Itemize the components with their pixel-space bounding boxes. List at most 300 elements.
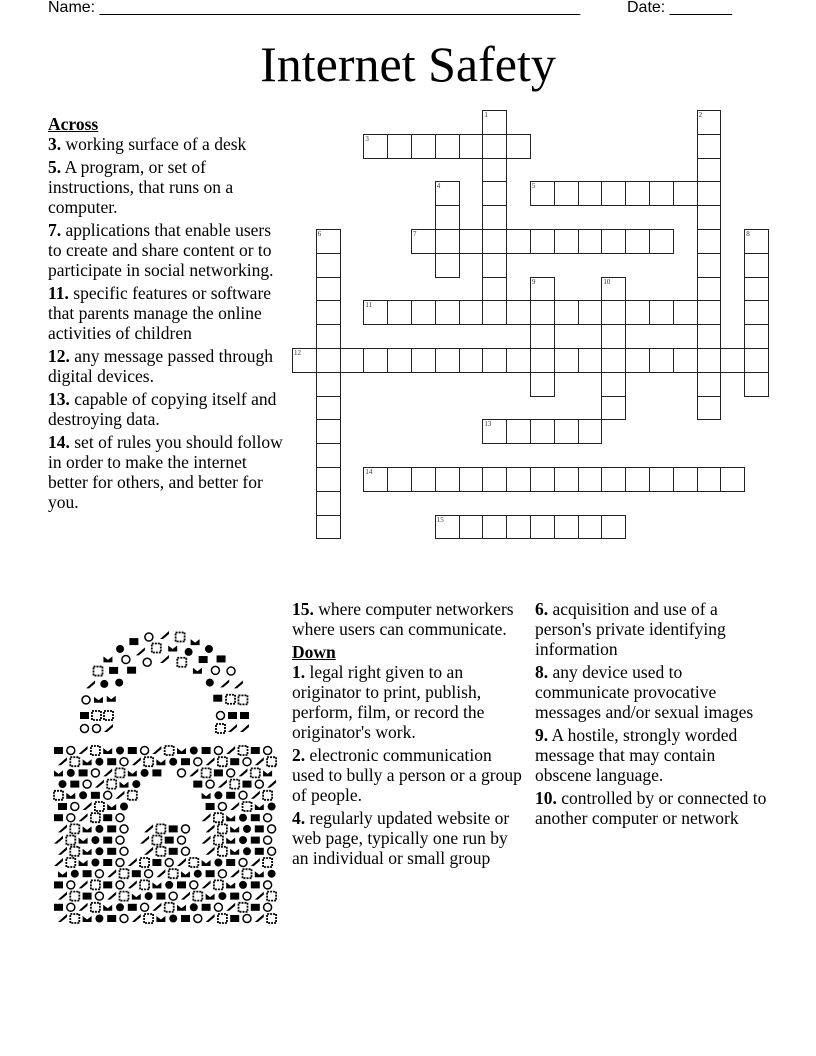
grid-cell[interactable] bbox=[411, 467, 436, 492]
grid-cell[interactable] bbox=[601, 372, 626, 397]
clue-number: 11. bbox=[48, 283, 69, 303]
grid-cell[interactable] bbox=[697, 277, 722, 302]
puzzle-icon bbox=[140, 836, 149, 844]
checkmark-icon bbox=[66, 836, 75, 845]
cell-number: 12 bbox=[294, 349, 301, 357]
clue-down-6 bbox=[535, 599, 771, 659]
grid-cell[interactable] bbox=[601, 396, 626, 421]
cancel-icon bbox=[79, 838, 88, 844]
grid-cell[interactable] bbox=[554, 467, 579, 492]
calendar-icon bbox=[93, 667, 102, 676]
grid-cell[interactable] bbox=[744, 348, 769, 373]
printer-icon bbox=[54, 904, 63, 911]
cell-number: 14 bbox=[365, 468, 373, 476]
grid-cell[interactable] bbox=[744, 324, 769, 349]
router-icon bbox=[218, 892, 226, 900]
cloud-icon bbox=[156, 893, 165, 900]
grid-cell[interactable] bbox=[649, 348, 674, 373]
grid-cell[interactable] bbox=[578, 229, 603, 254]
cancel-icon bbox=[255, 804, 264, 810]
grid-cell[interactable] bbox=[482, 205, 507, 230]
grid-cell[interactable] bbox=[673, 181, 698, 206]
grid-cell[interactable] bbox=[363, 348, 388, 373]
grid-cell[interactable] bbox=[363, 467, 388, 492]
grid-cell[interactable] bbox=[435, 134, 460, 159]
gear-icon bbox=[83, 780, 91, 788]
key-icon bbox=[227, 769, 235, 777]
grid-cell[interactable] bbox=[482, 300, 507, 325]
clue-number: 12. bbox=[48, 346, 70, 366]
grid-cell[interactable] bbox=[697, 134, 722, 159]
grid-cell[interactable] bbox=[554, 229, 579, 254]
grid-cell[interactable] bbox=[601, 324, 626, 349]
grid-cell[interactable] bbox=[554, 419, 579, 444]
printer-icon bbox=[58, 803, 67, 810]
clue-number: 6. bbox=[535, 599, 549, 619]
grid-cell[interactable] bbox=[744, 300, 769, 325]
clipboard-icon bbox=[199, 656, 208, 663]
cancel-icon bbox=[206, 894, 215, 900]
envelope-icon bbox=[54, 770, 63, 776]
page-title: Internet Safety bbox=[260, 36, 556, 92]
monitor-icon bbox=[67, 769, 75, 777]
monitor-icon bbox=[116, 747, 124, 755]
envelope-icon bbox=[103, 748, 112, 754]
cloud-icon bbox=[251, 814, 260, 821]
key-icon bbox=[82, 696, 90, 704]
gear-icon bbox=[218, 803, 226, 811]
bomb-icon bbox=[206, 824, 215, 832]
grid-cell[interactable] bbox=[363, 134, 388, 159]
puzzle-icon bbox=[226, 903, 235, 911]
key-icon bbox=[264, 747, 272, 755]
grid-cell[interactable] bbox=[578, 515, 603, 540]
grid-cell[interactable] bbox=[482, 348, 507, 373]
router-icon bbox=[132, 780, 140, 788]
cancel-icon bbox=[156, 759, 165, 765]
grid-cell[interactable] bbox=[530, 181, 555, 206]
grid-cell[interactable] bbox=[316, 443, 341, 468]
pill-icon bbox=[217, 712, 225, 720]
clue-number: 13. bbox=[48, 389, 70, 409]
cancel-icon bbox=[83, 849, 92, 855]
cloud-icon bbox=[109, 667, 118, 674]
grid-cell[interactable] bbox=[530, 229, 555, 254]
clipboard-icon bbox=[226, 792, 235, 799]
grid-cell[interactable] bbox=[697, 396, 722, 421]
clue-text: legal right given to an originator to print, publish, perform, film, or record the originator's work. bbox=[292, 662, 485, 742]
grid-cell[interactable] bbox=[482, 181, 507, 206]
grid-cell[interactable] bbox=[649, 229, 674, 254]
grid-cell[interactable] bbox=[530, 467, 555, 492]
grid-cell[interactable] bbox=[316, 300, 341, 325]
grid-cell[interactable] bbox=[744, 277, 769, 302]
grid-cell[interactable] bbox=[435, 515, 460, 540]
cell-number: 1 bbox=[484, 111, 488, 119]
cancel-icon bbox=[120, 782, 129, 788]
calendar-icon bbox=[120, 892, 129, 901]
network-icon bbox=[230, 802, 239, 810]
checkmark-icon bbox=[263, 858, 272, 867]
grid-cell[interactable] bbox=[697, 110, 722, 135]
grid-cell[interactable] bbox=[316, 253, 341, 278]
grid-cell[interactable] bbox=[459, 515, 484, 540]
grid-cell[interactable] bbox=[435, 300, 460, 325]
across-heading: Across bbox=[48, 114, 99, 134]
grid-cell[interactable] bbox=[578, 467, 603, 492]
router-icon bbox=[95, 825, 103, 833]
gear-icon bbox=[268, 825, 276, 833]
pill-icon bbox=[243, 892, 251, 900]
key-icon bbox=[71, 803, 79, 811]
router-icon bbox=[169, 758, 177, 766]
router-icon bbox=[169, 915, 177, 923]
cloud-icon bbox=[129, 638, 138, 645]
grid-cell[interactable] bbox=[316, 348, 341, 373]
grid-cell[interactable] bbox=[697, 253, 722, 278]
grid-cell[interactable] bbox=[554, 515, 579, 540]
monitor-icon bbox=[243, 825, 251, 833]
phone-icon bbox=[140, 858, 149, 867]
printer-icon bbox=[80, 712, 89, 719]
key-icon bbox=[178, 836, 186, 844]
grid-cell[interactable] bbox=[697, 348, 722, 373]
grid-cell[interactable] bbox=[601, 348, 626, 373]
phone-icon bbox=[91, 813, 100, 822]
clue-text: any device used to communicate provocative messages and/or sexual images bbox=[535, 662, 754, 722]
printer-icon bbox=[54, 747, 63, 754]
grid-cell[interactable] bbox=[673, 467, 698, 492]
clue-across-3 bbox=[48, 134, 284, 154]
grid-cell[interactable] bbox=[530, 515, 555, 540]
grid-cell[interactable] bbox=[316, 372, 341, 397]
pill-icon bbox=[120, 825, 128, 833]
grid-cell[interactable] bbox=[340, 348, 365, 373]
bomb-icon bbox=[240, 724, 249, 732]
clue-down-1 bbox=[292, 662, 528, 742]
monitor-icon bbox=[239, 814, 247, 822]
grid-cell[interactable] bbox=[506, 134, 531, 159]
grid-cell[interactable] bbox=[387, 300, 412, 325]
gear-icon bbox=[190, 881, 198, 889]
clipboard-icon bbox=[152, 769, 161, 776]
grid-cell[interactable] bbox=[625, 181, 650, 206]
puzzle-icon bbox=[144, 824, 153, 832]
grid-cell[interactable] bbox=[744, 229, 769, 254]
cancel-icon bbox=[177, 905, 186, 911]
clues-column-1 bbox=[48, 114, 284, 515]
network-icon bbox=[116, 791, 125, 799]
bomb-icon bbox=[79, 746, 88, 754]
grid-cell[interactable] bbox=[506, 467, 531, 492]
name-field-label[interactable]: Name: ______________________________________________________ bbox=[48, 0, 581, 16]
clipboard-icon bbox=[193, 781, 202, 788]
grid-cell[interactable] bbox=[459, 134, 484, 159]
cell-number: 7 bbox=[413, 230, 417, 238]
grid-cell[interactable] bbox=[435, 348, 460, 373]
grid-cell[interactable] bbox=[506, 419, 531, 444]
pill-icon bbox=[178, 769, 186, 777]
envelope-icon bbox=[152, 882, 161, 888]
key-icon bbox=[182, 847, 190, 855]
grid-cell[interactable] bbox=[459, 300, 484, 325]
grid-cell[interactable] bbox=[506, 229, 531, 254]
checkmark-icon bbox=[177, 658, 186, 667]
cloud-icon bbox=[128, 904, 137, 911]
grid-cell[interactable] bbox=[601, 515, 626, 540]
key-icon bbox=[165, 859, 173, 867]
clue-down-8 bbox=[535, 662, 771, 722]
grid-cell[interactable] bbox=[578, 419, 603, 444]
grid-cell[interactable] bbox=[316, 515, 341, 540]
grid-cell[interactable] bbox=[720, 348, 745, 373]
grid-cell[interactable] bbox=[316, 229, 341, 254]
grid-cell[interactable] bbox=[697, 205, 722, 230]
grid-cell[interactable] bbox=[482, 229, 507, 254]
grid-cell[interactable] bbox=[482, 515, 507, 540]
grid-cell[interactable] bbox=[411, 229, 436, 254]
clue-number: 8. bbox=[535, 662, 549, 682]
grid-cell[interactable] bbox=[482, 253, 507, 278]
grid-cell[interactable] bbox=[316, 277, 341, 302]
clipboard-icon bbox=[103, 837, 112, 844]
grid-cell[interactable] bbox=[482, 467, 507, 492]
cell-number: 8 bbox=[746, 230, 750, 238]
grid-cell[interactable] bbox=[482, 419, 507, 444]
cell-number: 9 bbox=[532, 277, 536, 286]
network-icon bbox=[58, 847, 67, 855]
grid-cell[interactable] bbox=[625, 348, 650, 373]
clue-text: capable of copying itself and destroying data. bbox=[48, 389, 277, 429]
grid-cell[interactable] bbox=[601, 277, 626, 302]
printer-icon bbox=[152, 859, 161, 866]
calendar-icon bbox=[91, 746, 100, 755]
envelope-icon bbox=[132, 894, 141, 900]
grid-cell[interactable] bbox=[697, 158, 722, 183]
checkmark-icon bbox=[214, 880, 223, 889]
grid-cell[interactable] bbox=[292, 348, 317, 373]
grid-cell[interactable] bbox=[554, 300, 579, 325]
network-icon bbox=[103, 768, 112, 776]
grid-cell[interactable] bbox=[530, 277, 555, 302]
cloud-icon bbox=[107, 915, 116, 922]
grid-cell[interactable] bbox=[601, 300, 626, 325]
checkmark-icon bbox=[107, 780, 116, 789]
grid-cell[interactable] bbox=[506, 348, 531, 373]
pill-icon bbox=[206, 780, 214, 788]
grid-cell[interactable] bbox=[697, 181, 722, 206]
grid-cell[interactable] bbox=[506, 515, 531, 540]
clipboard-icon bbox=[181, 758, 190, 765]
router-icon bbox=[206, 679, 214, 687]
grid-cell[interactable] bbox=[697, 324, 722, 349]
grid-cell[interactable] bbox=[435, 205, 460, 230]
grid-cell[interactable] bbox=[601, 229, 626, 254]
clue-number: 14. bbox=[48, 432, 70, 452]
calendar-icon bbox=[140, 880, 149, 889]
grid-cell[interactable] bbox=[482, 110, 507, 135]
grid-cell[interactable] bbox=[482, 158, 507, 183]
grid-cell[interactable] bbox=[625, 467, 650, 492]
puzzle-icon bbox=[144, 847, 153, 855]
printer-icon bbox=[228, 712, 237, 719]
grid-cell[interactable] bbox=[387, 134, 412, 159]
envelope-icon bbox=[83, 759, 92, 765]
calendar-icon bbox=[218, 847, 227, 856]
grid-cell[interactable] bbox=[530, 419, 555, 444]
grid-cell[interactable] bbox=[744, 253, 769, 278]
network-icon bbox=[152, 903, 161, 911]
pill-icon bbox=[214, 747, 222, 755]
bomb-icon bbox=[228, 724, 237, 732]
grid-cell[interactable] bbox=[459, 229, 484, 254]
grid-cell[interactable] bbox=[697, 467, 722, 492]
clue-number: 7. bbox=[48, 220, 62, 240]
bomb-icon bbox=[128, 880, 137, 888]
grid-cell[interactable] bbox=[316, 419, 341, 444]
cancel-icon bbox=[193, 668, 202, 674]
grid-cell[interactable] bbox=[530, 372, 555, 397]
key-icon bbox=[264, 903, 272, 911]
monitor-icon bbox=[79, 791, 87, 799]
grid-cell[interactable] bbox=[530, 300, 555, 325]
grid-cell[interactable] bbox=[601, 181, 626, 206]
down-heading: Down bbox=[292, 642, 336, 662]
grid-cell[interactable] bbox=[435, 253, 460, 278]
grid-cell[interactable] bbox=[435, 229, 460, 254]
printer-icon bbox=[169, 825, 178, 832]
bomb-icon bbox=[202, 813, 211, 821]
calendar-icon bbox=[70, 757, 79, 766]
grid-cell[interactable] bbox=[316, 396, 341, 421]
pill-icon bbox=[194, 758, 202, 766]
grid-cell[interactable] bbox=[411, 348, 436, 373]
envelope-icon bbox=[181, 871, 190, 877]
date-field-label[interactable]: Date: _______ bbox=[627, 0, 732, 16]
phone-icon bbox=[216, 724, 225, 733]
network-icon bbox=[132, 914, 141, 922]
grid-cell[interactable] bbox=[578, 348, 603, 373]
cancel-icon bbox=[255, 871, 264, 877]
clue-number: 9. bbox=[535, 725, 549, 745]
router-icon bbox=[268, 803, 276, 811]
grid-cell[interactable] bbox=[720, 467, 745, 492]
grid-cell[interactable] bbox=[697, 300, 722, 325]
pill-icon bbox=[116, 859, 124, 867]
key-icon bbox=[116, 814, 124, 822]
network-icon bbox=[181, 892, 190, 900]
calendar-icon bbox=[267, 914, 276, 923]
printer-icon bbox=[230, 915, 239, 922]
grid-cell[interactable] bbox=[459, 467, 484, 492]
checkmark-icon bbox=[70, 847, 79, 856]
grid-cell[interactable] bbox=[649, 181, 674, 206]
grid-cell[interactable] bbox=[673, 300, 698, 325]
grid-cell[interactable] bbox=[697, 229, 722, 254]
calendar-icon bbox=[91, 903, 100, 912]
grid-cell[interactable] bbox=[578, 300, 603, 325]
envelope-icon bbox=[226, 838, 235, 844]
grid-cell[interactable] bbox=[411, 134, 436, 159]
phone-icon bbox=[156, 847, 165, 856]
grid-cell[interactable] bbox=[625, 229, 650, 254]
grid-cell[interactable] bbox=[530, 324, 555, 349]
cloud-icon bbox=[107, 758, 116, 765]
calendar-icon bbox=[169, 869, 178, 878]
grid-cell[interactable] bbox=[554, 181, 579, 206]
grid-cell[interactable] bbox=[744, 372, 769, 397]
gear-icon bbox=[264, 836, 272, 844]
grid-cell[interactable] bbox=[435, 467, 460, 492]
grid-cell[interactable] bbox=[387, 348, 412, 373]
gear-icon bbox=[218, 870, 226, 878]
checkmark-icon bbox=[243, 869, 252, 878]
grid-cell[interactable] bbox=[697, 372, 722, 397]
gear-icon bbox=[141, 747, 149, 755]
clue-down-2 bbox=[292, 745, 528, 805]
grid-cell[interactable] bbox=[387, 467, 412, 492]
router-icon bbox=[190, 903, 198, 911]
network-icon bbox=[160, 655, 169, 663]
clue-number: 1. bbox=[292, 662, 306, 682]
grid-cell[interactable] bbox=[411, 300, 436, 325]
clue-across-7 bbox=[48, 220, 284, 280]
cancel-icon bbox=[156, 916, 165, 922]
grid-cell[interactable] bbox=[316, 491, 341, 516]
grid-cell[interactable] bbox=[316, 324, 341, 349]
grid-cell[interactable] bbox=[435, 181, 460, 206]
cancel-icon bbox=[128, 770, 137, 776]
clue-down-9 bbox=[535, 725, 771, 785]
clue-across-15 bbox=[292, 599, 528, 639]
printer-icon bbox=[165, 837, 174, 844]
calendar-icon bbox=[214, 813, 223, 822]
calendar-icon bbox=[189, 858, 198, 867]
envelope-icon bbox=[107, 696, 116, 702]
printer-icon bbox=[132, 870, 141, 877]
puzzle-icon bbox=[220, 679, 229, 687]
grid-cell[interactable] bbox=[363, 300, 388, 325]
grid-cell[interactable] bbox=[673, 348, 698, 373]
clue-text: any message passed through digital devices. bbox=[48, 346, 274, 386]
grid-cell[interactable] bbox=[506, 300, 531, 325]
gear-icon bbox=[104, 791, 112, 799]
grid-cell[interactable] bbox=[482, 277, 507, 302]
grid-cell[interactable] bbox=[625, 300, 650, 325]
cloud-icon bbox=[251, 837, 260, 844]
checkmark-icon bbox=[193, 892, 202, 901]
gear-icon bbox=[239, 859, 247, 867]
clipboard-icon bbox=[103, 859, 112, 866]
grid-cell[interactable] bbox=[316, 467, 341, 492]
checkmark-icon bbox=[128, 791, 137, 800]
checkmark-icon bbox=[144, 914, 153, 923]
clue-text: set of rules you should follow in order to make the internet better for others, and better for you. bbox=[48, 432, 283, 512]
grid-cell[interactable] bbox=[601, 467, 626, 492]
grid-cell[interactable] bbox=[649, 300, 674, 325]
gear-icon bbox=[141, 903, 149, 911]
grid-cell[interactable] bbox=[459, 348, 484, 373]
envelope-icon bbox=[226, 815, 235, 821]
printer-icon bbox=[251, 747, 260, 754]
grid-cell[interactable] bbox=[530, 348, 555, 373]
grid-cell[interactable] bbox=[578, 181, 603, 206]
grid-cell[interactable] bbox=[649, 467, 674, 492]
grid-cell[interactable] bbox=[554, 348, 579, 373]
grid-cell[interactable] bbox=[482, 134, 507, 159]
clue-across-11 bbox=[48, 283, 284, 343]
monitor-icon bbox=[145, 892, 153, 900]
